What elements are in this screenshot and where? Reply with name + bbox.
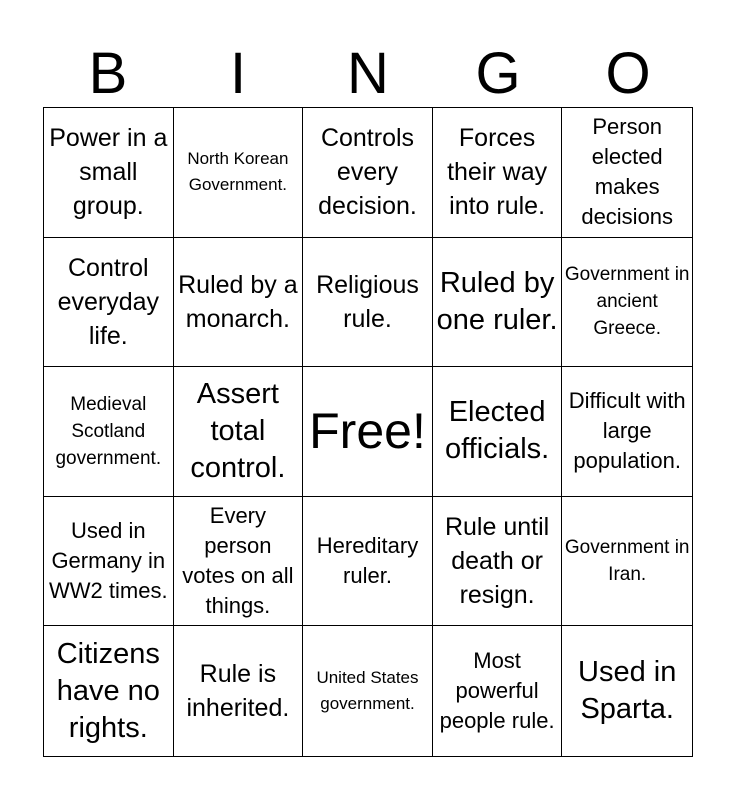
- bingo-cell[interactable]: [433, 108, 563, 238]
- bingo-cell[interactable]: [433, 238, 563, 368]
- header-letter-g: G: [475, 41, 521, 106]
- cell-text: Rule is inherited.: [186, 660, 290, 723]
- cell-text: Assert total control.: [190, 377, 286, 484]
- bingo-cell[interactable]: [174, 367, 304, 497]
- bingo-cell[interactable]: [303, 108, 433, 238]
- bingo-cell[interactable]: [562, 626, 692, 756]
- cell-text: Control everyday life.: [57, 253, 160, 350]
- header-letter-o: O: [605, 41, 651, 106]
- bingo-cell[interactable]: [44, 497, 174, 627]
- bingo-cell[interactable]: [174, 497, 304, 627]
- bingo-cell[interactable]: [562, 497, 692, 627]
- bingo-cell[interactable]: [562, 367, 692, 497]
- bingo-cell[interactable]: [562, 238, 692, 368]
- header-letter-n: N: [347, 41, 389, 106]
- bingo-cell-free[interactable]: [303, 367, 433, 497]
- bingo-cell[interactable]: [174, 238, 304, 368]
- cell-text: Difficult with large population.: [568, 388, 686, 474]
- bingo-cell[interactable]: [303, 626, 433, 756]
- bingo-header: [43, 40, 693, 108]
- header-letter-b: B: [88, 41, 128, 106]
- cell-text: Ruled by a monarch.: [178, 270, 298, 333]
- cell-text: Forces their way into rule.: [447, 124, 548, 221]
- bingo-board: [43, 107, 693, 757]
- bingo-cell[interactable]: [44, 367, 174, 497]
- header-letter-i: I: [229, 41, 247, 106]
- cell-text: Rule until death or resign.: [444, 513, 550, 610]
- cell-text: Power in a small group.: [49, 124, 168, 221]
- free-space-text: Free!: [309, 403, 426, 460]
- bingo-cell[interactable]: [44, 626, 174, 756]
- bingo-cell[interactable]: [562, 108, 692, 238]
- cell-text: Most powerful people rule.: [439, 648, 555, 734]
- bingo-cell[interactable]: [174, 108, 304, 238]
- bingo-cell[interactable]: [174, 626, 304, 756]
- cell-text: Every person votes on all things.: [182, 503, 294, 619]
- cell-text: North Korean Government.: [187, 149, 289, 195]
- cell-text: Elected officials.: [444, 396, 550, 466]
- cell-text: Used in Sparta.: [578, 656, 677, 726]
- bingo-cell[interactable]: [433, 497, 563, 627]
- bingo-cell[interactable]: [433, 626, 563, 756]
- cell-text: Medieval Scotland government.: [55, 393, 162, 469]
- cell-text: Government in Iran.: [564, 537, 690, 586]
- cell-text: Controls every decision.: [318, 124, 417, 221]
- cell-text: Government in ancient Greece.: [564, 264, 690, 340]
- bingo-cell[interactable]: [44, 108, 174, 238]
- cell-text: United States government.: [316, 668, 419, 714]
- cell-text: Citizens have no rights.: [56, 637, 160, 744]
- cell-text: Person elected makes decisions: [581, 114, 674, 230]
- cell-text: Ruled by one ruler.: [436, 266, 558, 336]
- bingo-cell[interactable]: [433, 367, 563, 497]
- bingo-cell[interactable]: [303, 497, 433, 627]
- cell-text: Hereditary ruler.: [316, 533, 419, 589]
- cell-text: Used in Germany in WW2 times.: [49, 518, 168, 604]
- bingo-cell[interactable]: [44, 238, 174, 368]
- cell-text: Religious rule.: [316, 270, 419, 333]
- bingo-cell[interactable]: [303, 238, 433, 368]
